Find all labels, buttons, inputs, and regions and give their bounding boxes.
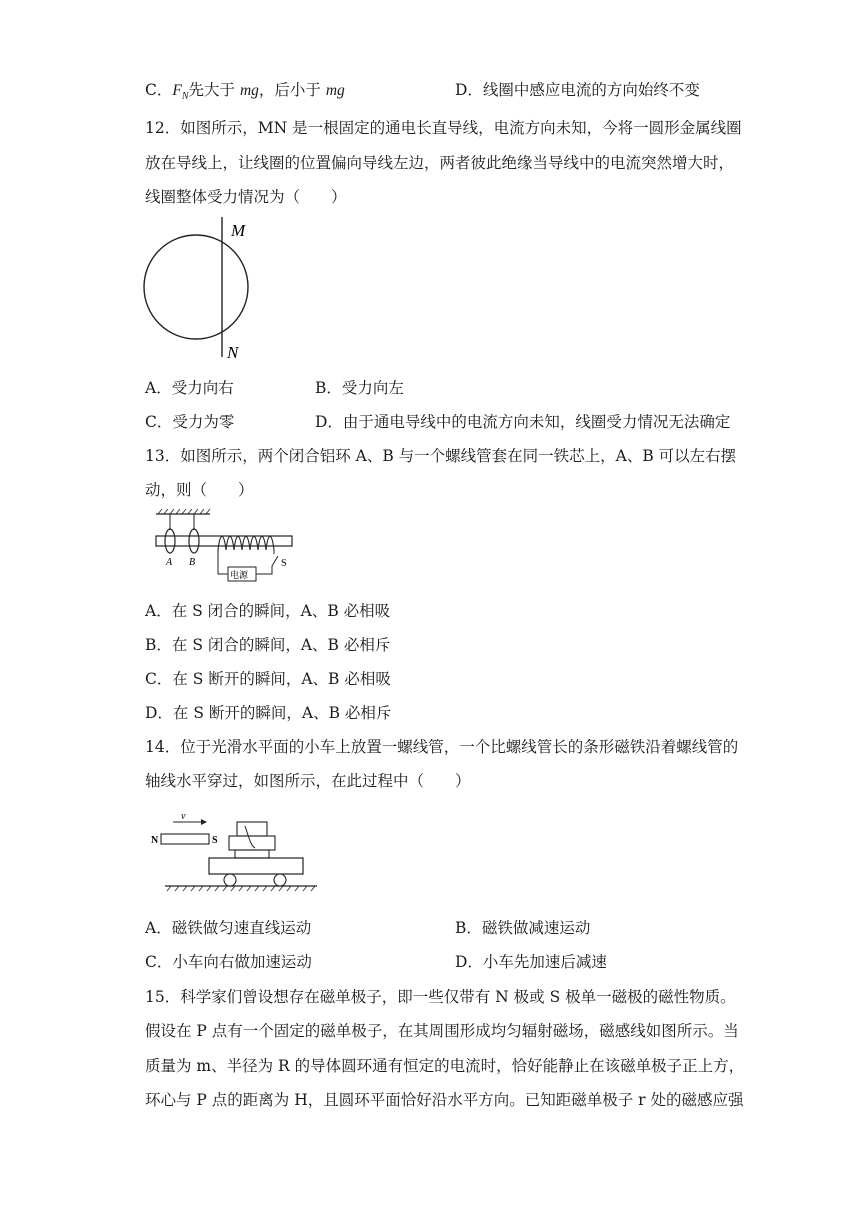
q14-wheel-right	[274, 874, 286, 886]
q12-stem-line1: 12．如图所示，MN 是一根固定的通电长直导线，电流方向未知，今将一圆形金属线圈	[145, 119, 742, 137]
q14-figure	[145, 808, 325, 898]
q14-option-d: D．小车先加速后减速	[455, 953, 607, 971]
q11-option-c	[145, 80, 345, 107]
q11-option-c-subscript: N	[181, 91, 189, 103]
q13-label-b: B	[189, 557, 196, 568]
q13-ring-b	[189, 529, 199, 553]
q14-ground-hatch	[167, 886, 315, 891]
q13-wire-left	[218, 550, 228, 574]
q12-option-d: D．由于通电导线中的电流方向未知，线圈受力情况无法确定	[315, 413, 731, 431]
q12-label-n: N	[227, 343, 239, 362]
q14-stand	[235, 850, 269, 858]
q14-option-a: A．磁铁做匀速直线运动	[145, 919, 312, 937]
q11-option-c-mg2: mg	[325, 82, 345, 99]
q11-option-c-symbol: F	[172, 82, 182, 99]
q12-stem-line2: 放在导线上，让线圈的位置偏向导线左边，两者彼此绝缘当导线中的电流突然增大时，	[145, 154, 735, 172]
q14-label-s: S	[212, 835, 218, 846]
q12-option-c: C．受力为零	[145, 413, 235, 431]
q13-power-label: 电源	[230, 570, 249, 580]
q11-option-c-label: C．	[145, 81, 173, 99]
q12-option-b: B．受力向左	[315, 379, 404, 397]
q14-solenoid-body	[229, 836, 275, 850]
q12-option-a: A．受力向右	[145, 379, 234, 397]
q14-stem-line1: 14．位于光滑水平面的小车上放置一螺线管，一个比螺线管长的条形磁铁沿着螺线管的	[145, 738, 739, 756]
q13-switch	[272, 556, 278, 566]
q14-option-c: C．小车向右做加速运动	[145, 953, 312, 971]
q13-ceiling-hatch	[158, 509, 210, 514]
q13-figure	[150, 508, 300, 588]
q14-bar-magnet	[161, 834, 209, 844]
q13-stem-line2: 动，则（ ）	[145, 481, 254, 499]
q15-stem-line4: 环心与 P 点的距离为 H，且圆环平面恰好沿水平方向。已知距磁单极子 r 处的磁感应强	[145, 1091, 744, 1109]
q13-option-a: A．在 S 闭合的瞬间，A、B 必相吸	[145, 602, 391, 620]
q12-figure	[140, 212, 260, 372]
q13-label-s: S	[281, 558, 287, 569]
q13-ring-a	[165, 529, 175, 553]
q15-stem-line1: 15．科学家们曾设想存在磁单极子，即一些仅带有 N 极或 S 极单一磁极的磁性物质。	[145, 988, 736, 1006]
q13-solenoid-coil	[218, 537, 274, 551]
q13-stem-line1: 13．如图所示，两个闭合铝环 A、B 与一个螺线管套在同一铁芯上，A、B 可以左右摆	[145, 447, 737, 465]
q13-option-b: B．在 S 闭合的瞬间，A、B 必相斥	[145, 636, 391, 654]
q12-stem-line3: 线圈整体受力情况为（ ）	[145, 188, 347, 206]
q13-label-a: A	[166, 557, 173, 568]
q14-label-n: N	[151, 835, 159, 846]
q13-option-c: C．在 S 断开的瞬间，A、B 必相吸	[145, 670, 391, 688]
q11-option-c-text1: 先大于	[188, 81, 240, 99]
q14-velocity-arrowhead	[201, 819, 207, 825]
q12-label-m: M	[231, 221, 246, 240]
q14-option-b: B．磁铁做减速运动	[455, 919, 591, 937]
q14-label-v: v	[181, 811, 186, 822]
q13-option-d: D．在 S 断开的瞬间，A、B 必相斥	[145, 704, 392, 722]
q11-option-d: D．线圈中感应电流的方向始终不变	[455, 81, 700, 99]
q11-option-c-text2: ，后小于	[258, 81, 326, 99]
q14-wheel-left	[224, 874, 236, 886]
q14-cart	[209, 858, 303, 874]
q12-coil-circle	[144, 235, 248, 339]
q14-coil-winding	[245, 826, 255, 848]
q14-solenoid-top	[237, 822, 267, 836]
q13-wire-right	[256, 566, 272, 574]
q14-stem-line2: 轴线水平穿过，如图所示，在此过程中（ ）	[145, 772, 471, 790]
q15-stem-line2: 假设在 P 点有一个固定的磁单极子，在其周围形成均匀辐射磁场，磁感线如图所示。当	[145, 1022, 739, 1040]
q15-stem-line3: 质量为 m、半径为 R 的导体圆环通有恒定的电流时，恰好能静止在该磁单极子正上方，	[145, 1057, 745, 1075]
q11-option-c-mg1: mg	[239, 82, 259, 99]
